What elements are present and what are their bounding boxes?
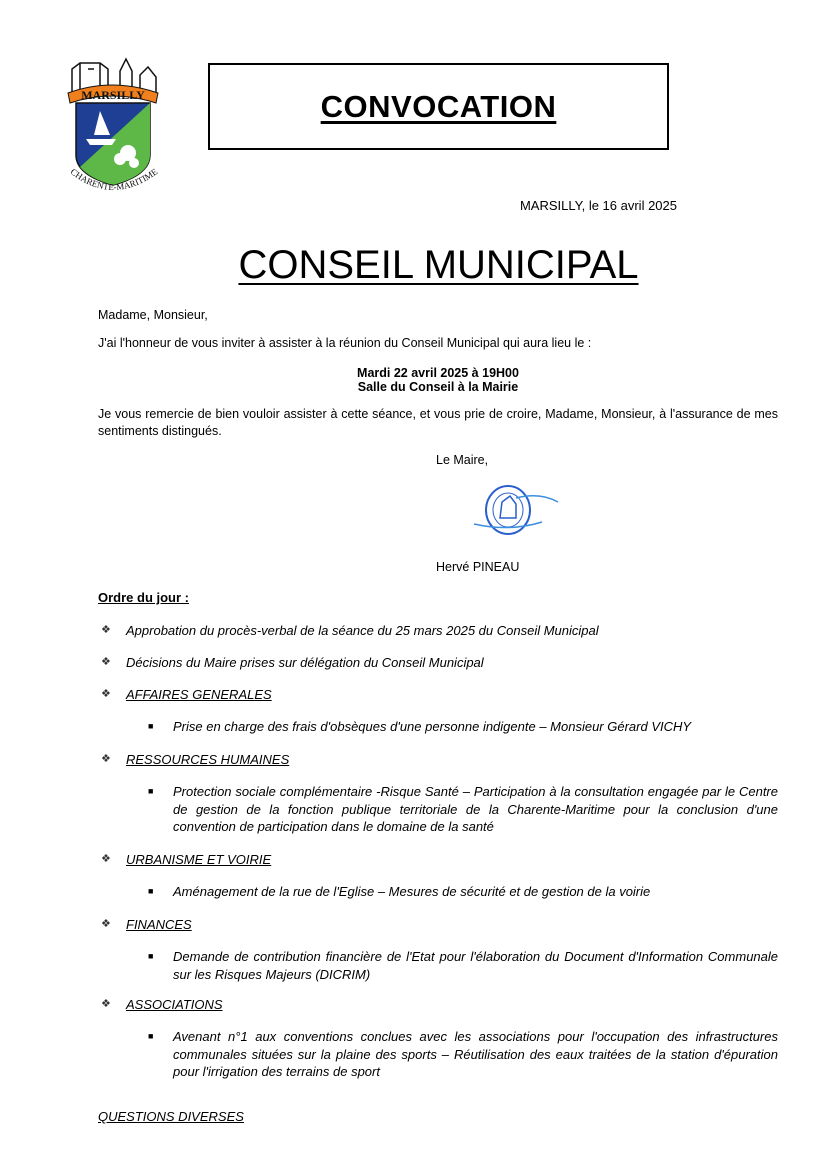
section-heading: AFFAIRES GENERALES: [126, 687, 272, 702]
agenda-item-label: Approbation du procès-verbal de la séance du 25 mars 2025 du Conseil Municipal: [126, 623, 599, 638]
agenda-item: [98, 654, 778, 671]
agenda-subitem: [148, 948, 778, 983]
square-bullet-icon: ■: [148, 786, 154, 796]
agenda-section: [98, 751, 778, 768]
subitem-text: Prise en charge des frais d'obsèques d'une personne indigente – Monsieur Gérard VICHY: [173, 719, 692, 734]
agenda-subitem: [148, 1028, 778, 1081]
diamond-bullet-icon: ❖: [101, 624, 111, 636]
subitem-text: Aménagement de la rue de l'Eglise – Mesures de sécurité et de gestion de la voirie: [173, 884, 651, 899]
agenda-item-label: Décisions du Maire prises sur délégation du Conseil Municipal: [126, 655, 484, 670]
subitem-text: Avenant n°1 aux conventions conclues avec les associations pour l'occupation des infrastructures communales situées sur la plaine des sports – Réutilisation des eaux traitées de la station d'épuration pour l'irrigation des terrains de sport: [173, 1029, 778, 1079]
section-heading: RESSOURCES HUMAINES: [126, 752, 290, 767]
agenda-section: [98, 851, 778, 868]
diamond-bullet-icon: ❖: [101, 998, 111, 1010]
agenda-heading: Ordre du jour :: [98, 590, 189, 605]
signatory-name: Hervé PINEAU: [436, 560, 520, 574]
document-title: CONVOCATION: [320, 88, 557, 124]
svg-text:MARSILLY: MARSILLY: [81, 88, 145, 102]
section-heading: FINANCES: [126, 917, 192, 932]
square-bullet-icon: ■: [148, 951, 154, 961]
agenda-section: [98, 916, 778, 933]
salutation: Madame, Monsieur,: [98, 308, 208, 322]
subitem-text: Demande de contribution financière de l'Etat pour l'élaboration du Document d'Information Communale sur les Risques Majeurs (DICRIM): [173, 949, 778, 982]
agenda-item: [98, 622, 778, 639]
diamond-bullet-icon: ❖: [101, 853, 111, 865]
meeting-place: Salle du Conseil à la Mairie: [357, 380, 519, 394]
title-box: [208, 63, 669, 150]
agenda-subitem: [148, 783, 778, 836]
mayor-stamp-signature: [470, 482, 562, 538]
agenda-subitem: [148, 883, 778, 901]
agenda-subitem: [148, 718, 778, 736]
section-heading: ASSOCIATIONS: [126, 997, 223, 1012]
signatory-title: Le Maire,: [436, 453, 489, 467]
diamond-bullet-icon: ❖: [101, 753, 111, 765]
agenda-section: [98, 686, 778, 703]
subitem-text: Protection sociale complémentaire -Risque Santé – Participation à la consultation engagée par le Centre de gestion de la fonction publique territoriale de la Charente-Maritime pour la conclusion d'une convention de participation dans le domaine de la santé: [173, 784, 778, 834]
main-title: CONSEIL MUNICIPAL: [238, 243, 639, 287]
agenda-section: [98, 996, 778, 1013]
square-bullet-icon: ■: [148, 886, 154, 896]
questions-diverses: QUESTIONS DIVERSES: [98, 1109, 244, 1124]
section-heading: URBANISME ET VOIRIE: [126, 852, 272, 867]
svg-text:CHARENTE-MARITIME: CHARENTE-MARITIME: [68, 166, 160, 193]
town-coat-of-arms-logo: [60, 55, 165, 200]
meeting-date: Mardi 22 avril 2025 à 19H00: [357, 366, 519, 380]
diamond-bullet-icon: ❖: [101, 656, 111, 668]
square-bullet-icon: ■: [148, 1031, 154, 1041]
intro-paragraph: J'ai l'honneur de vous inviter à assister à la réunion du Conseil Municipal qui aura lieu le :: [98, 336, 592, 350]
square-bullet-icon: ■: [148, 721, 154, 731]
diamond-bullet-icon: ❖: [101, 688, 111, 700]
closing-paragraph: Je vous remercie de bien vouloir assister à cette séance, et vous prie de croire, Madame, Monsieur, à l'assurance de mes sentiments distingués.: [98, 407, 778, 438]
diamond-bullet-icon: ❖: [101, 918, 111, 930]
date-line: MARSILLY, le 16 avril 2025: [519, 198, 677, 213]
